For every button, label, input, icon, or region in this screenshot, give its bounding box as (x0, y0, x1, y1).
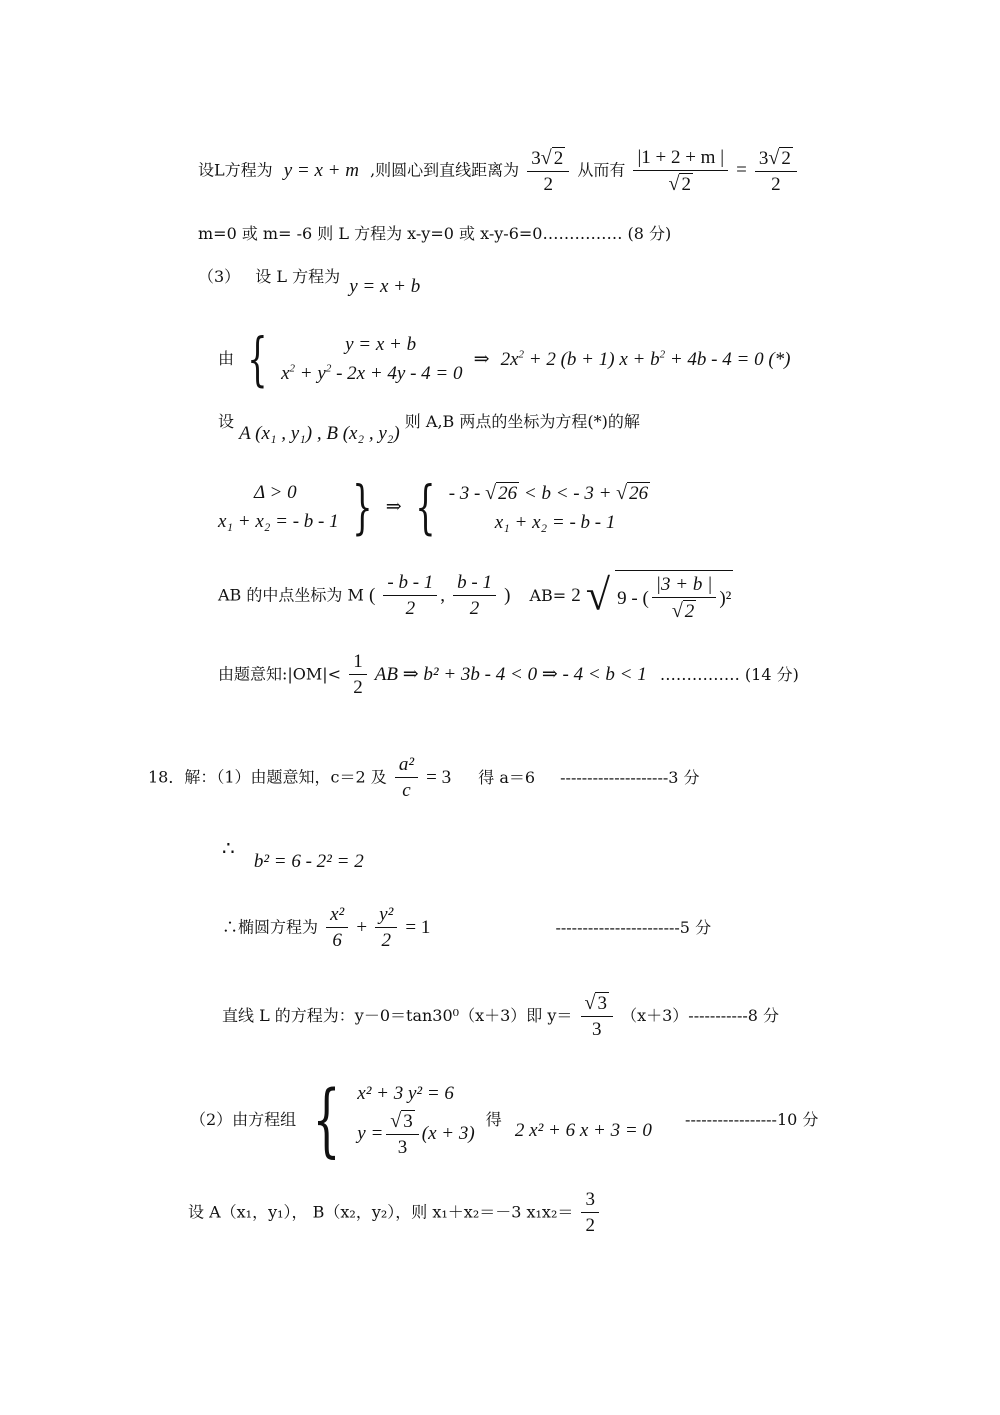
term: )² (719, 587, 732, 609)
line-1 (198, 148, 800, 194)
term: - 2x + 4y - 4 = 0 (331, 363, 463, 384)
text: 18．解：（1）由题意知，c＝2 及 (148, 767, 387, 787)
denominator: 2 (405, 598, 416, 619)
denominator: c (402, 780, 411, 801)
equation: y = x + b (349, 276, 421, 297)
text: 设 (218, 412, 235, 431)
line-6 (218, 473, 650, 541)
coef: 2 (571, 585, 581, 606)
numerator: - b - 1 (383, 573, 437, 596)
fraction-half (349, 652, 367, 697)
score: …………… (14 分) (659, 664, 799, 684)
term: 9 - ( (617, 587, 649, 609)
fraction: $\frac{√ 3}{3}$ (386, 1111, 418, 1157)
line-14 (188, 1190, 602, 1235)
system-eq-2 (357, 1111, 474, 1157)
line-13 (190, 1073, 819, 1166)
fraction-distance: $\frac{3√ 2}{2}$ (527, 148, 569, 194)
denominator: 2 (771, 174, 781, 195)
line-5 (218, 412, 640, 444)
line-4 (218, 325, 791, 393)
result-equation: 2 x² + 6 x + 3 = 0 (514, 1119, 652, 1141)
condition-system (218, 483, 339, 531)
right-brace: } (352, 473, 373, 541)
radicand: 2 (553, 148, 564, 169)
line-12 (222, 993, 779, 1039)
score: -----------------10 分 (685, 1110, 819, 1129)
fraction-3-2 (581, 1190, 599, 1235)
equation-system (357, 1084, 474, 1157)
line-7: AB 的中点坐标为 M ( $\frac{- b - 1}{2}$ , $\frac{b - 1}{2}$ ) AB= 2 √ 9 - ( $\frac{|3 + b |}{√ 2}$ )² (218, 570, 732, 622)
result-equation: $2x^2 + 2$ (b + 1) $x + b^2 + 4b - 4 = 0$ (*) (500, 348, 791, 370)
term: y = (357, 1123, 384, 1144)
discriminant: Δ > 0 (254, 482, 297, 503)
text: 设 A（x₁，y₁）， B（x₂，y₂），则 x₁＋x₂＝－3 x₁x₂＝ (188, 1202, 574, 1222)
text: 从而有 (577, 160, 626, 180)
numerator: |3 + b | (652, 575, 717, 598)
term: + y (295, 363, 326, 384)
sum-roots: x₁ + x₂ = - b - 1 (218, 511, 339, 532)
line-11 (222, 905, 711, 950)
equation-line: y = x + m (283, 159, 359, 181)
equals: = 3 (426, 767, 452, 788)
fraction-a2-c (395, 755, 418, 800)
radicand: 2 (681, 174, 691, 195)
plus: + (356, 917, 368, 938)
range-b: - 3 - √ 26 < b < - 3 + √ 26 (448, 481, 649, 504)
text: 直线 L 的方程为：y－0＝tan30⁰（x＋3）即 y＝ (222, 1006, 573, 1025)
label: （3） (198, 267, 241, 286)
equation-system (281, 335, 462, 383)
text: ∴椭圆方程为 (222, 917, 319, 937)
fraction-abs: $\frac{|1 + 2 + m |}{√ 2}$ (633, 148, 728, 194)
radicand: 3 (403, 1110, 413, 1132)
text: 由题意知:|OM|< (218, 664, 342, 684)
radicand: 26 (498, 482, 518, 504)
left-brace: { (415, 473, 436, 541)
therefore-symbol: ∴ (222, 836, 235, 860)
term: < b < - 3 + (519, 482, 617, 504)
points: A (x₁ , y₁) , B (x₂ , y₂) (239, 423, 400, 444)
left-brace: { (247, 325, 268, 393)
system-eq-1: y = x + b (345, 334, 417, 355)
text: ,则圆心到直线距离为 (370, 160, 520, 180)
term: 2x (500, 348, 519, 370)
radicand: 2 (781, 148, 791, 169)
equals: = 1 (405, 917, 431, 938)
text: 则 A,B 两点的坐标为方程(*)的解 (404, 412, 640, 431)
system-eq-1: x² + 3 y² = 6 (357, 1082, 454, 1104)
denominator: 3 (591, 1019, 602, 1040)
radicand: 3 (597, 993, 607, 1014)
term: x (281, 363, 290, 384)
inequality-chain: AB ⇒ b² + 3b - 4 < 0 ⇒ - 4 < b < 1 (374, 664, 647, 685)
numerator: x² (326, 905, 348, 928)
radicand: 26 (629, 482, 649, 504)
implies-arrow: ⇒ (385, 496, 402, 518)
midpoint-x (383, 573, 437, 618)
numerator: y² (375, 905, 397, 928)
coef: 3 (758, 148, 769, 169)
denominator: 2 (353, 677, 363, 698)
text: 得 (485, 1110, 502, 1129)
line-10 (222, 836, 364, 872)
fraction-x2-6 (326, 905, 348, 950)
denominator: 2 (543, 174, 553, 195)
numerator: 1 (349, 652, 367, 675)
text: 设 L 方程为 (255, 267, 341, 286)
denominator: 2 (469, 598, 480, 619)
sum-roots: x₁ + x₂ = - b - 1 (494, 511, 616, 533)
text: AB= (529, 585, 567, 605)
numerator: b - 1 (453, 573, 496, 596)
system-eq-2: $x^2 + y^2 - 2x + 4y - 4 = 0$ (281, 362, 463, 384)
sqrt-body (615, 570, 733, 621)
radicand: 2 (684, 601, 695, 622)
numerator: |1 + 2 + m | (633, 148, 728, 171)
term: - 3 - (448, 482, 486, 504)
term: + 4b - 4 = 0 (*) (665, 348, 791, 370)
text: 得 a＝6 (478, 767, 536, 787)
fraction-y2-2 (375, 905, 397, 950)
left-brace: { (312, 1073, 341, 1166)
midpoint-y (453, 573, 496, 618)
equals: = (736, 159, 747, 181)
text: 设L方程为 (198, 160, 273, 180)
fraction-rhs: $\frac{3√ 2}{2}$ (755, 148, 797, 194)
line-2: m=0 或 m= -6 则 L 方程为 x-y=0 或 x-y-6=0…………… (8 分) (198, 224, 672, 243)
term: (x + 3) (421, 1123, 475, 1144)
score: --------------------3 分 (560, 767, 700, 787)
fraction: $\frac{|3 + b |}{√ 2}$ (652, 575, 717, 621)
coef: 3 (531, 148, 541, 169)
text: 由 (218, 349, 235, 368)
result-system (449, 483, 650, 532)
text: AB 的中点坐标为 M (218, 585, 364, 605)
implies-arrow: ⇒ (473, 348, 490, 370)
denominator: 2 (585, 1215, 595, 1236)
denominator: 3 (397, 1136, 408, 1158)
line-3 (198, 267, 421, 297)
score: -----------------------5 分 (555, 917, 712, 937)
line-8 (218, 652, 799, 697)
denominator: 6 (332, 930, 342, 951)
numerator: a² (395, 755, 418, 778)
numerator: 3 (581, 1190, 599, 1213)
text: （x＋3）-----------8 分 (621, 1006, 780, 1025)
text: （2）由方程组 (190, 1110, 297, 1129)
fraction-sqrt3-3: $\frac{√ 3}{3}$ (581, 993, 613, 1039)
equation: b² = 6 - 2² = 2 (253, 851, 364, 872)
term: + 2 (b + 1) x + b (524, 348, 660, 370)
line-9 (148, 755, 700, 800)
denominator: 2 (381, 930, 391, 951)
